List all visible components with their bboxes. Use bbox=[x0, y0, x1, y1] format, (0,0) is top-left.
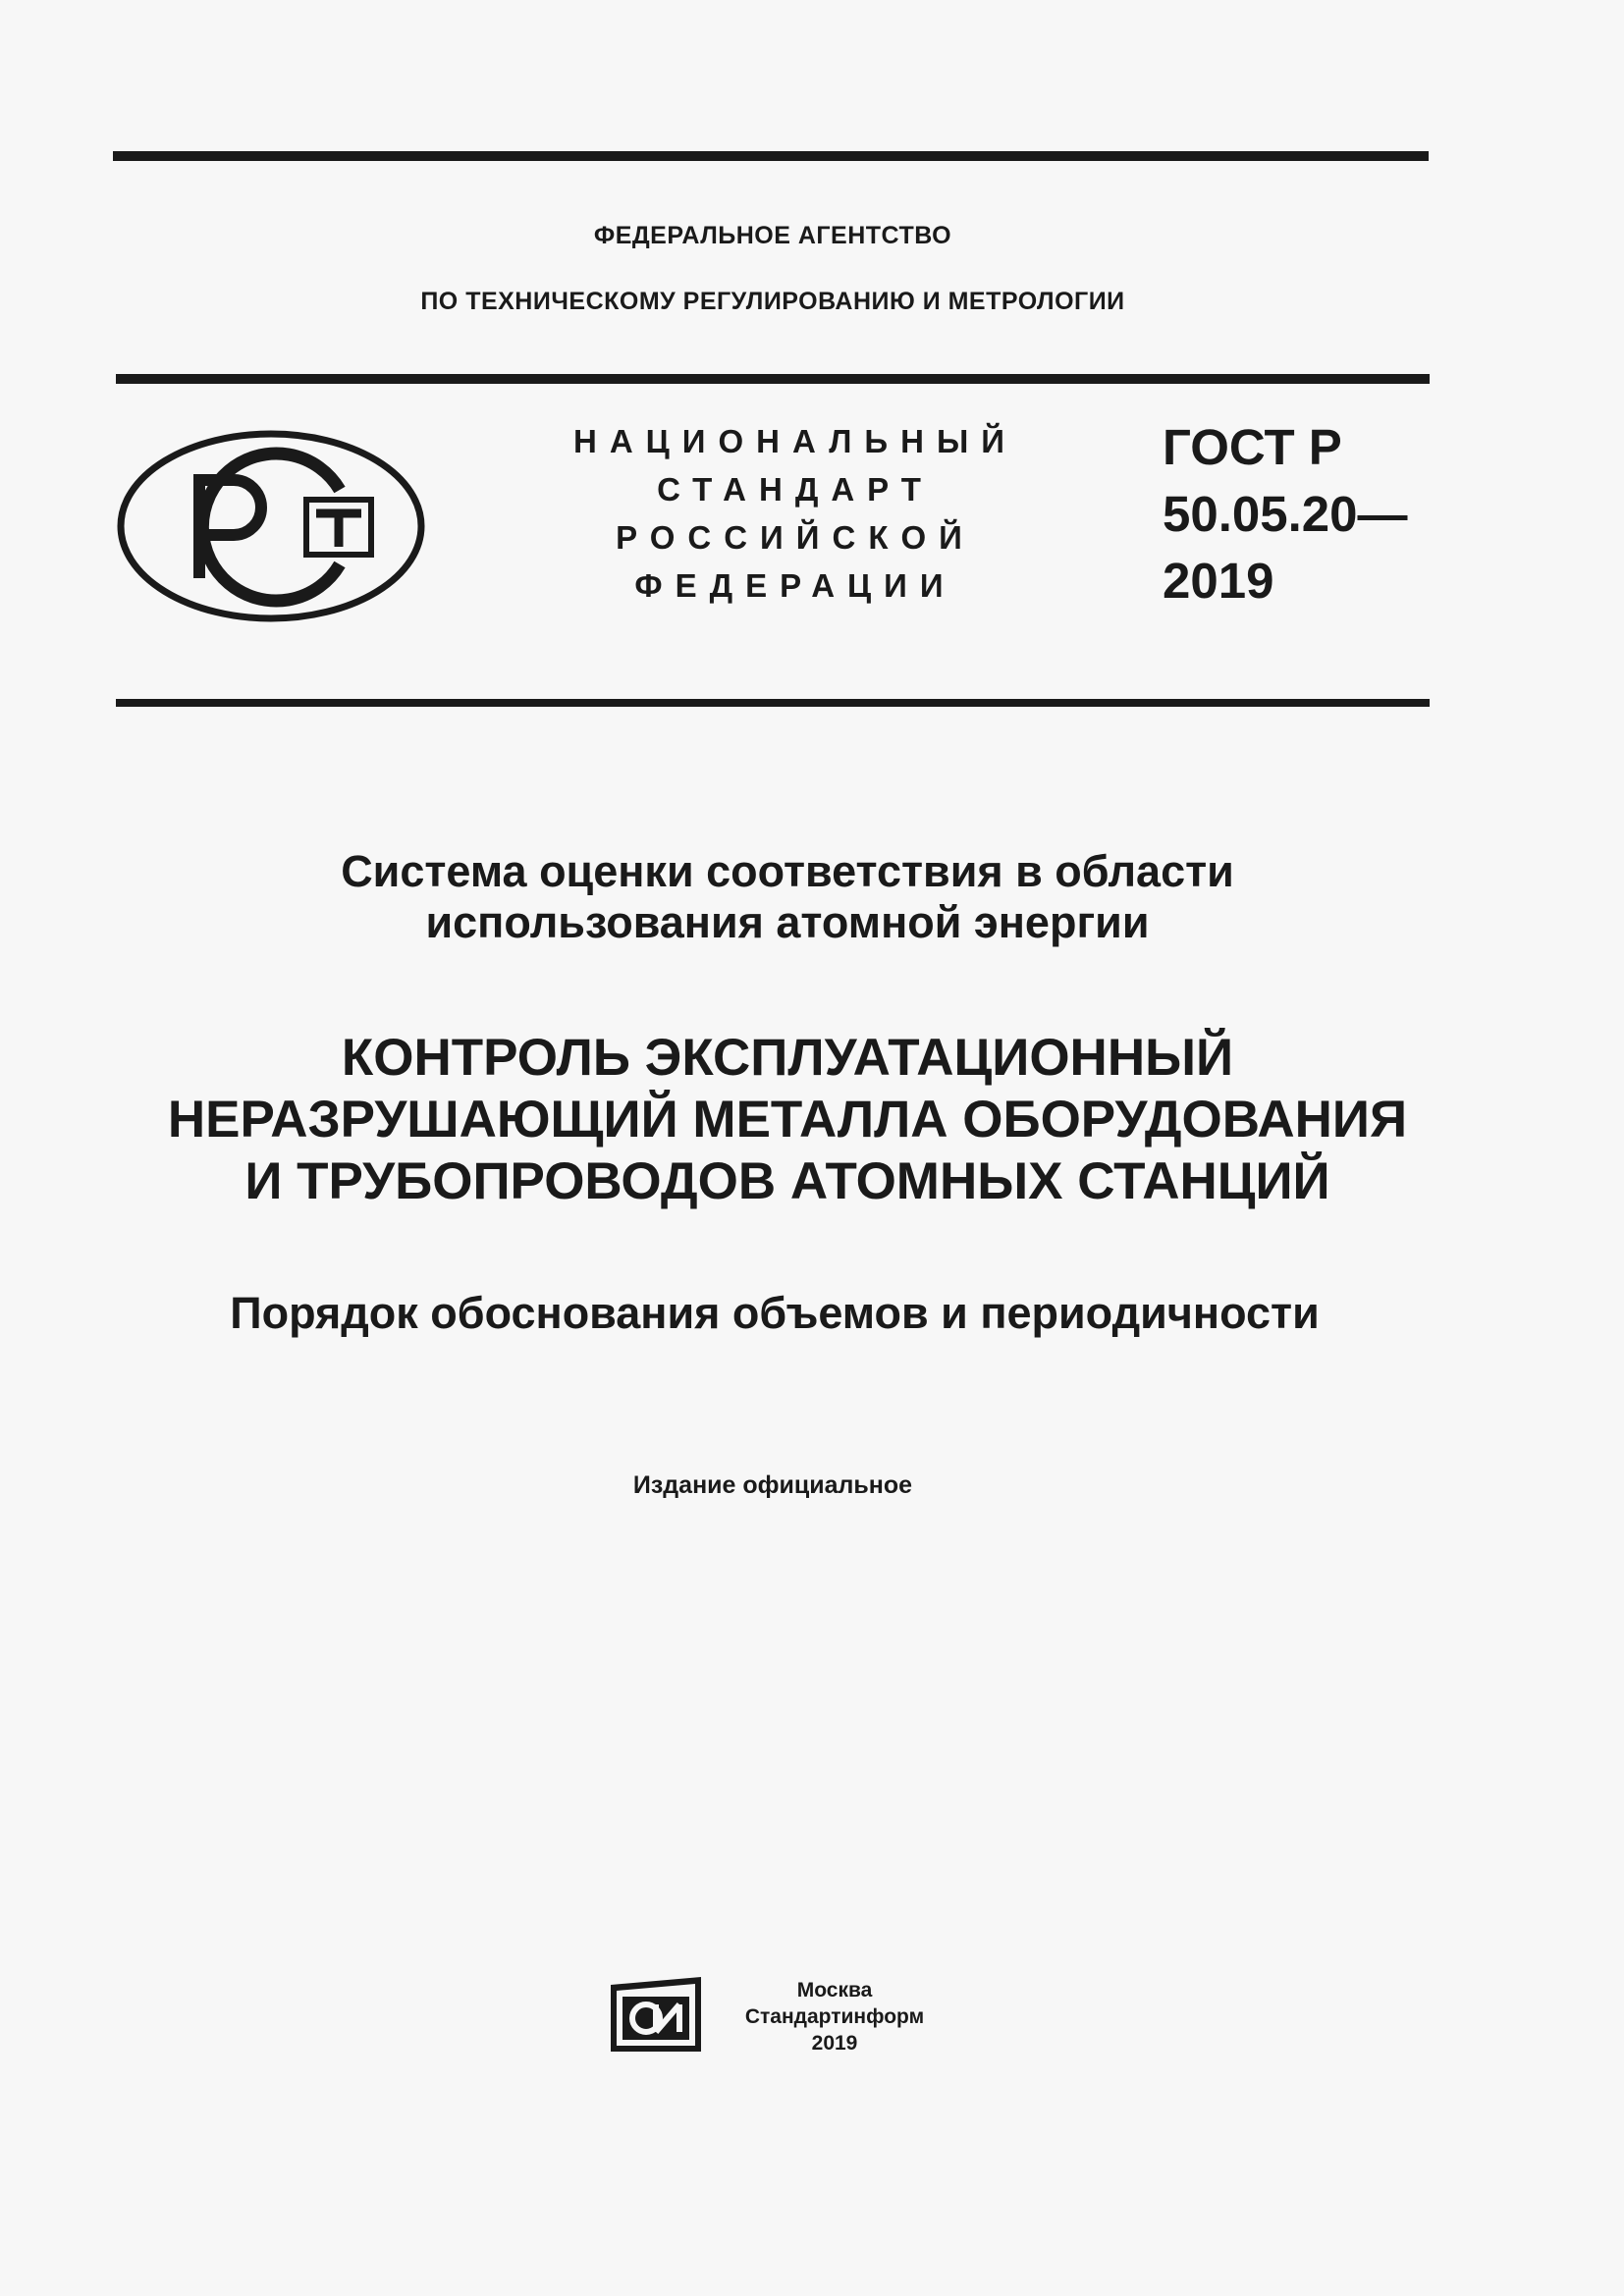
publisher-name: Стандартинформ bbox=[744, 2005, 925, 2028]
agency-line-2: ПО ТЕХНИЧЕСКОМУ РЕГУЛИРОВАНИЮ И МЕТРОЛОГИИ bbox=[420, 288, 1125, 315]
national-standard-line-2: СТАНДАРТ bbox=[657, 471, 934, 507]
part-title: Порядок обоснования объемов и периодичности bbox=[230, 1288, 1320, 1338]
national-standard-line-3: РОССИЙСКОЙ bbox=[616, 519, 975, 556]
publisher-city: Москва bbox=[796, 1979, 873, 2002]
national-standard-line-4: ФЕДЕРАЦИИ bbox=[634, 567, 956, 604]
document-title bbox=[0, 1027, 1599, 1212]
designation-line-1: ГОСТ Р bbox=[1163, 419, 1342, 475]
standard-designation bbox=[1163, 414, 1408, 614]
header-rule-lower bbox=[116, 699, 1430, 707]
header-rule-upper bbox=[116, 374, 1430, 384]
system-subtitle bbox=[0, 846, 1599, 948]
title-line-2: НЕРАЗРУШАЮЩИЙ МЕТАЛЛА ОБОРУДОВАНИЯ bbox=[167, 1091, 1408, 1148]
publisher-year: 2019 bbox=[811, 2032, 858, 2055]
title-line-1: КОНТРОЛЬ ЭКСПЛУАТАЦИОННЫЙ bbox=[341, 1029, 1234, 1087]
designation-line-3: 2019 bbox=[1163, 553, 1274, 609]
agency-line-1: ФЕДЕРАЛЬНОЕ АГЕНТСТВО bbox=[593, 222, 952, 249]
national-standard-line-1: НАЦИОНАЛЬНЫЙ bbox=[573, 423, 1017, 459]
top-rule bbox=[113, 151, 1429, 161]
standartinform-logo-icon bbox=[609, 1975, 705, 2054]
publisher-block bbox=[727, 1977, 943, 2056]
subtitle-line-1: Система оценки соответствия в области bbox=[341, 846, 1234, 896]
edition-label: Издание официальное bbox=[632, 1471, 913, 1499]
designation-line-2: 50.05.20— bbox=[1163, 486, 1408, 542]
subtitle-line-2: использования атомной энергии bbox=[425, 897, 1150, 947]
title-line-3: И ТРУБОПРОВОДОВ АТОМНЫХ СТАНЦИЙ bbox=[244, 1152, 1330, 1210]
gost-r-logo-icon bbox=[116, 429, 426, 623]
